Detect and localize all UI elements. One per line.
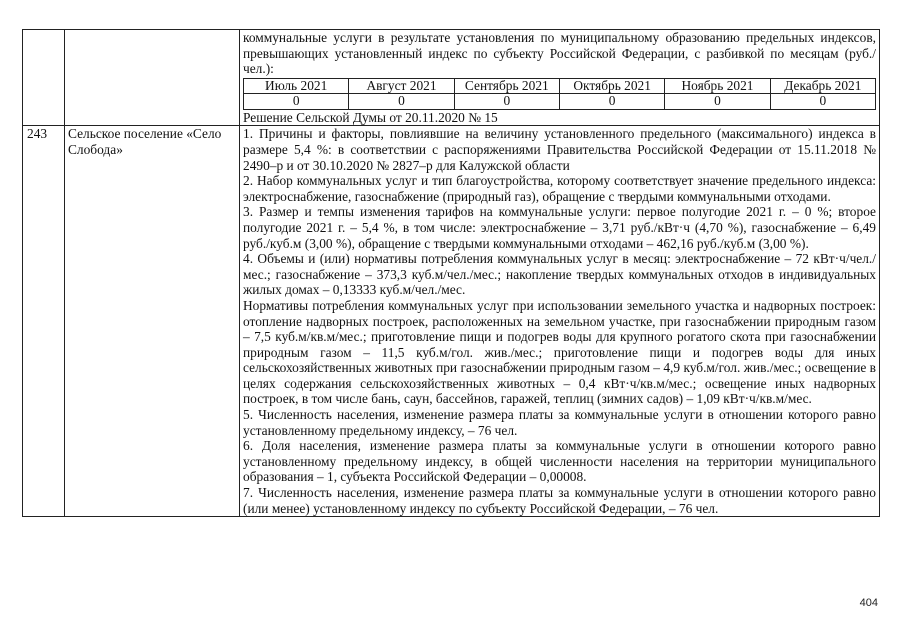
intro-text: коммунальные услуги в результате установления по муниципальному образованию предельных индексов, превышающих установленный индекс по субъекту Российской Федерации, с разбивкой по месяцам (руб./чел.): [243,30,876,77]
month-header: Сентябрь 2021 [454,78,559,94]
month-value: 0 [244,94,349,110]
row-number-cell [23,30,65,126]
month-header: Июль 2021 [244,78,349,94]
months-header-row [244,78,876,94]
month-header: Октябрь 2021 [559,78,664,94]
month-value: 0 [454,94,559,110]
details-cell [240,30,880,126]
tariff-table [22,29,880,517]
month-header: Ноябрь 2021 [665,78,770,94]
paragraph-tariffs: 3. Размер и темпы изменения тарифов на коммунальные услуги: первое полугодие 2021 г. – 0 %; второе полугодие 2021 г. – 5,4 %, в том числе: электроснабжение – 3,71 руб./кВт·ч (4,70 %), газоснабжение – 6,49 руб./куб.м (3,00 %), обращение с твердыми коммунальными отходами – 462,16 руб./куб.м (3,00 %). [243,204,876,251]
decision-text: Решение Сельской Думы от 20.11.2020 № 15 [243,109,498,125]
paragraph-reasons: 1. Причины и факторы, повлиявшие на величину установленного предельного (максимального) индекса в размере 5,4 %: в соответствии с распоряжениями Правительства Российской Федерации от 15.11.2018 № 2490–р и от 30.10.2020 № 2827–р для Калужской области [243,126,876,173]
monthly-payment-table [243,78,876,110]
paragraph-population: 5. Численность населения, изменение размера платы за коммунальные услуги в отношении которого равно установленному предельному индексу, – 76 чел. [243,407,876,438]
month-value: 0 [559,94,664,110]
month-value: 0 [665,94,770,110]
months-values-row [244,94,876,110]
paragraph-population-share: 6. Доля населения, изменение размера платы за коммунальные услуги в отношении которого равно установленному предельному индексу, в общей численности населения на территории муниципального образования – 1, субъекта Российской Федерации – 0,00008. [243,438,876,485]
month-header: Август 2021 [349,78,454,94]
page-number: 404 [859,597,878,609]
municipality-cell [65,30,240,126]
table-row-243 [23,126,880,517]
month-value: 0 [349,94,454,110]
month-value: 0 [770,94,875,110]
paragraph-services-set: 2. Набор коммунальных услуг и тип благоустройства, которому соответствует значение предельного индекса: электроснабжение, газоснабжение (природный газ), обращение с твердыми коммунальными отходами. [243,173,876,204]
municipality-cell: Сельское поселение «Село Слобода» [65,126,240,517]
month-header: Декабрь 2021 [770,78,875,94]
paragraph-land-norms: Нормативы потребления коммунальных услуг при использовании земельного участка и надворных построек: отопление надворных построек, расположенных на земельном участке, при газоснабжении природным газом – 7,5 куб.м/кв.м/мес.; приготовление пищи и подогрев воды для крупного рогатого скота при газоснабжении природным газом – 11,5 куб.м/гол. жив./мес.; приготовление пищи и подогрев воды для иных сельскохозяйственных животных при газоснабжении природным газом – 4,9 куб.м/гол. жив./мес.; освещение в целях содержания сельскохозяйственных животных – 0,4 кВт·ч/кв.м/мес.; освещение иных надворных построек, в том числе бань, саун, бассейнов, гаражей, теплиц (зимних садов) – 1,09 кВт·ч/кв.м/мес. [243,297,876,407]
table-row-continued [23,30,880,126]
paragraph-volumes: 4. Объемы и (или) нормативы потребления коммунальных услуг в месяц: электроснабжение – 72 кВт·ч/чел./мес.; газоснабжение – 373,3 куб.м/чел./мес.; накопление твердых коммунальных отходов в индивидуальных жилых домах – 0,13333 куб.м/чел./мес. [243,251,876,298]
paragraph-population-below: 7. Численность населения, изменение размера платы за коммунальные услуги в отношении которого равно (или менее) установленному индексу по субъекту Российской Федерации, – 76 чел. [243,485,876,516]
row-number-cell: 243 [23,126,65,517]
details-cell [240,126,880,517]
